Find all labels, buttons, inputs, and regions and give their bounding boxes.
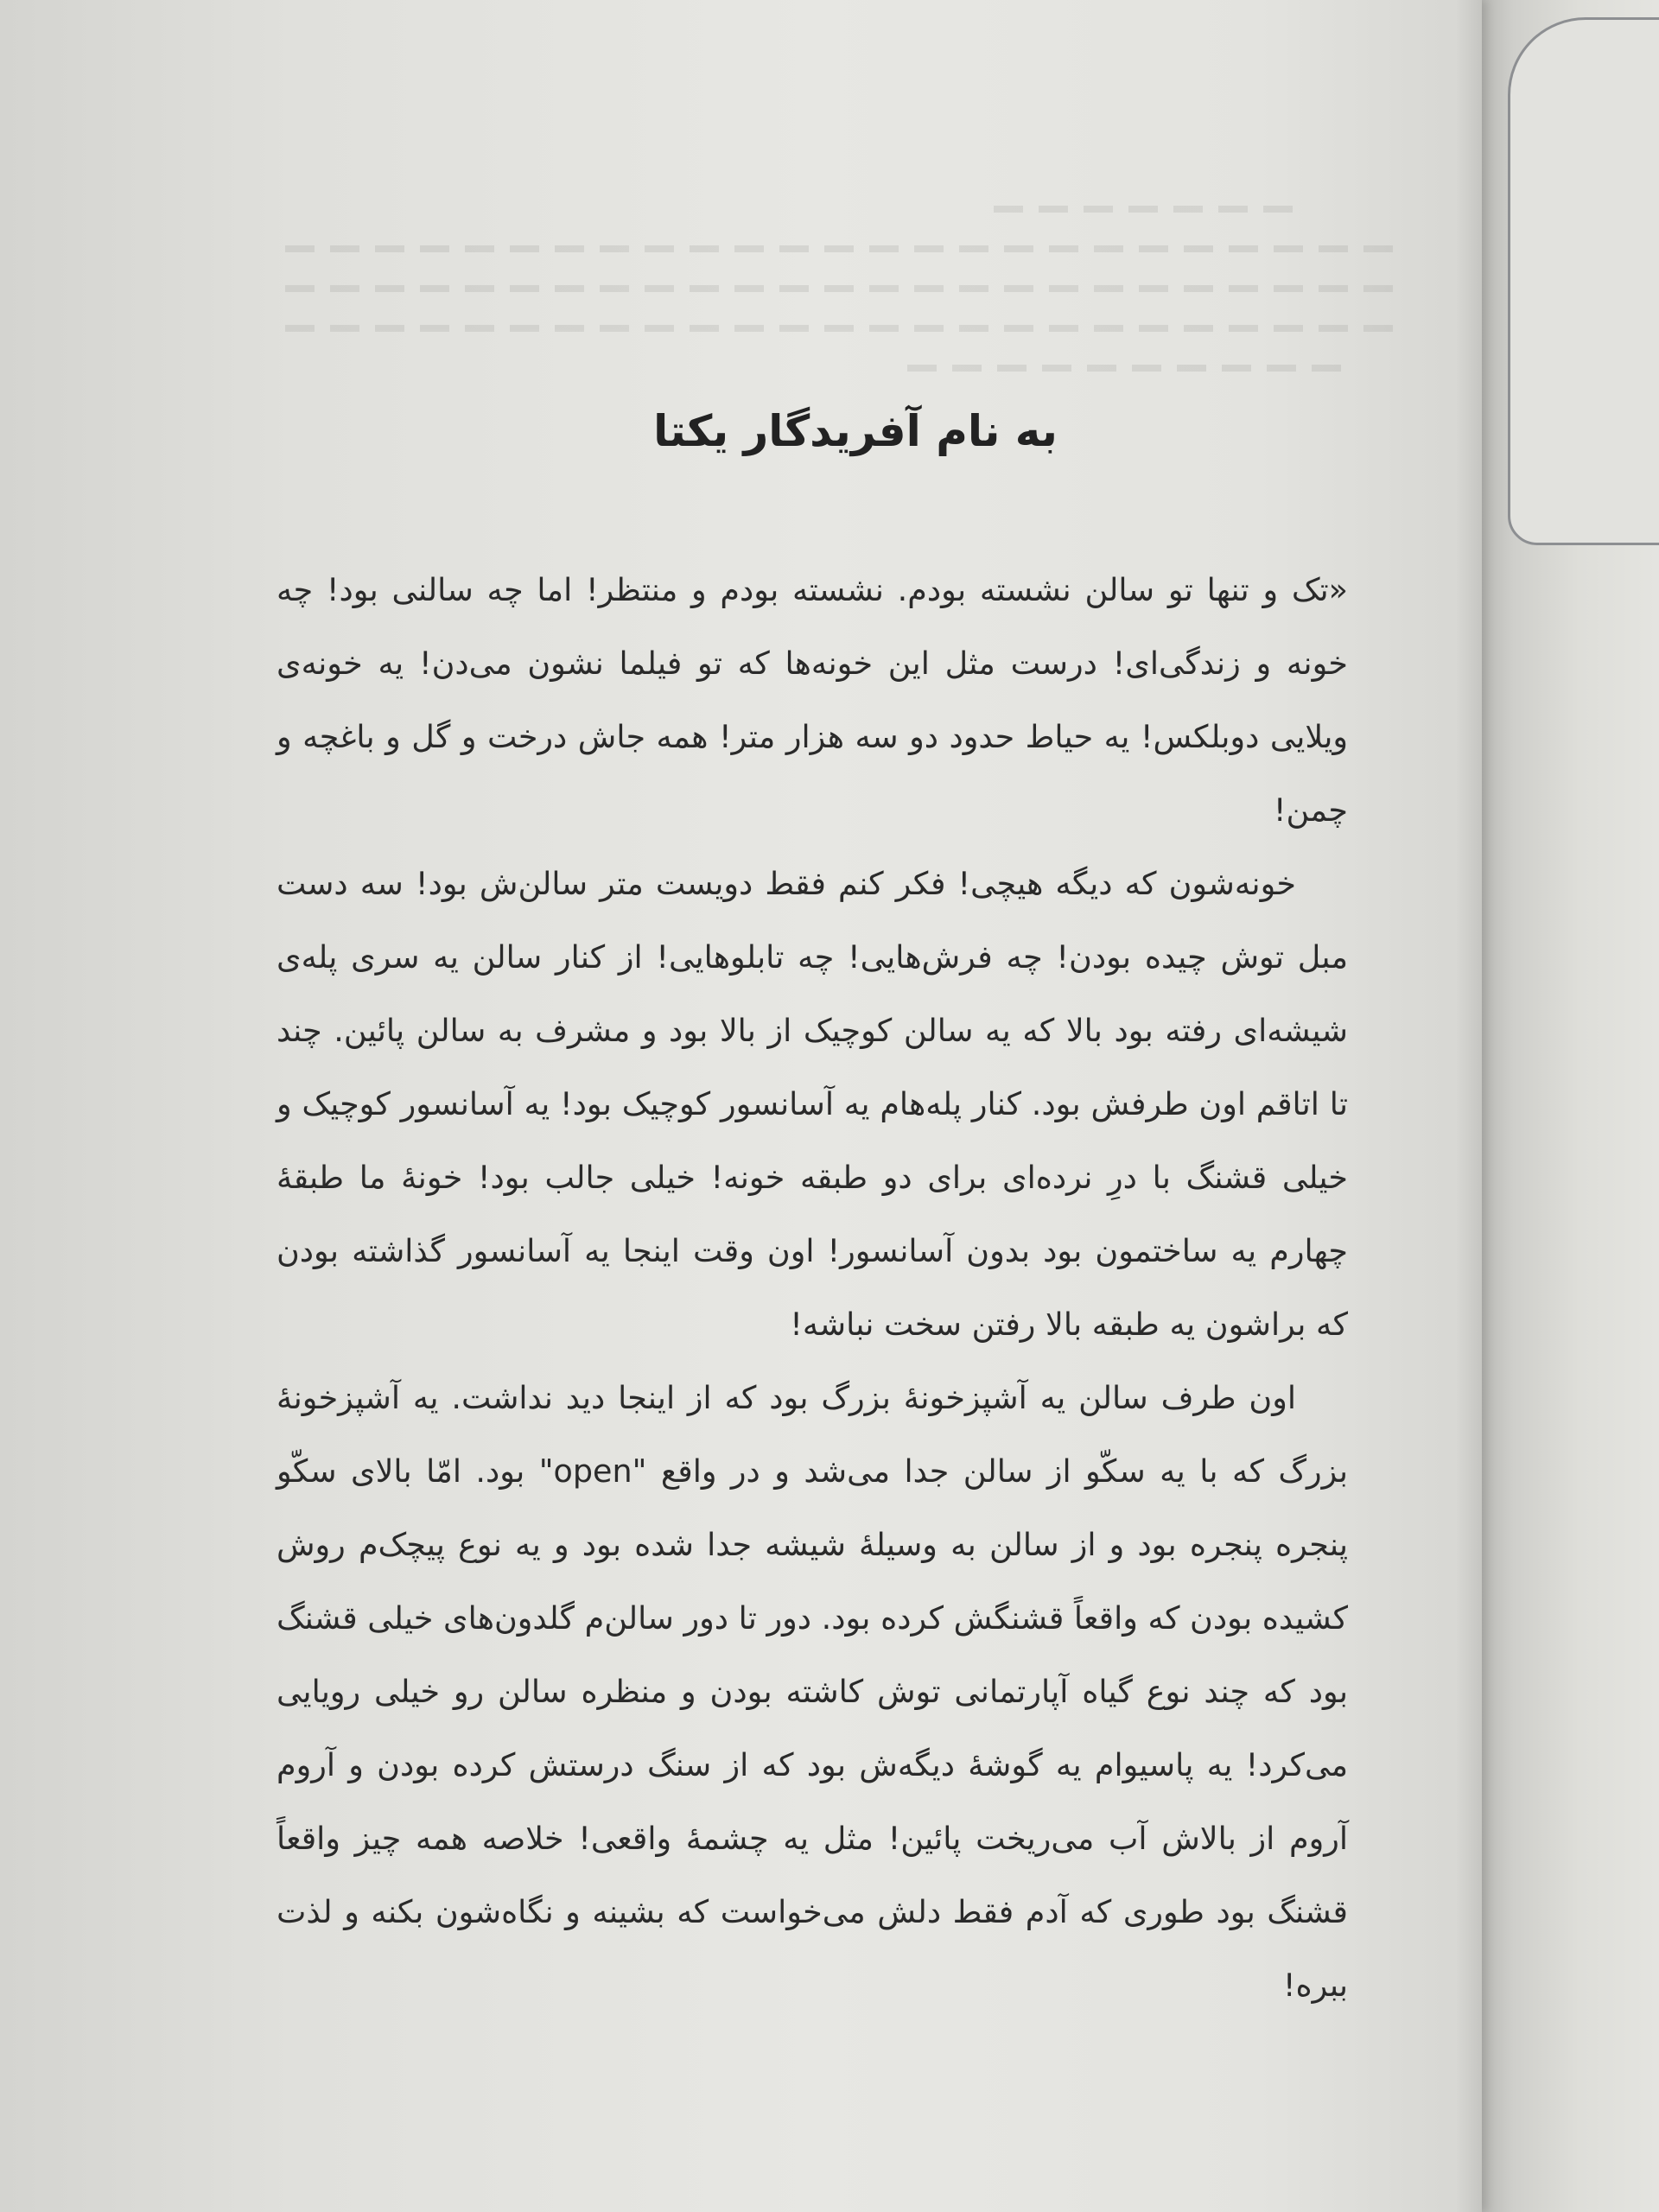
bleed-through-text	[285, 173, 1443, 536]
paragraph-3: اون طرف سالن یه آشپزخونهٔ بزرگ بود که از اینجا دید نداشت. یه آشپزخونهٔ بزرگ که با یه سکّو از سالن جدا می‌شد و در واقع "open" بود. امّا بالای سکّو پنجره پنجره بود و از سالن به وسیلهٔ شیشه جدا شده بود و یه نوع پیچک‌م روش کشیده بودن که واقعاً قشنگش کرده بود. دور تا دور سالن‌م گلدون‌های خیلی قشنگ بود که چند نوع گیاه آپارتمانی توش کاشته بودن و منظره سالن رو خیلی رویایی می‌کرد! یه پاسیوام یه گوشهٔ دیگه‌ش بود که از سنگ درستش کرده بودن و آروم آروم از بالاش آب می‌ریخت پائین! مثل یه چشمهٔ واقعی! خلاصه همه چیز واقعاً قشنگ بود طوری که آدم فقط دلش می‌خواست که بشینه و نگاه‌شون بکنه و لذت ببره!	[276, 1379, 1348, 2004]
paragraph-1: «تک و تنها تو سالن نشسته بودم. نشسته بودم و منتظر! اما چه سالنی بود! چه خونه و زندگی‌ای! درست مثل این خونه‌ها که تو فیلما نشون می‌دن! یه خونه‌ی ویلایی دوبلکس! یه حیاط حدود دو سه هزار متر! همه جاش درخت و گل و باغچه و چمن!	[276, 571, 1348, 829]
bookmark-card	[1508, 17, 1659, 545]
body-text	[276, 553, 1348, 2022]
page-title: به نام آفریدگار یکتا	[653, 406, 1058, 456]
page-crease	[1456, 0, 1482, 2212]
paragraph-2: خونه‌شون که دیگه هیچی! فکر کنم فقط دویست متر سالن‌ش بود! سه دست مبل توش چیده بودن! چه فرش‌هایی! چه تابلوهایی! از کنار سالن یه سری پله‌ی شیشه‌ای رفته بود بالا که یه سالن کوچیک از بالا بود و مشرف به سالن پائین. چند تا اتاقم اون طرفش بود. کنار پله‌هام یه آسانسور کوچیک بود! یه آسانسور کوچیک و خیلی قشنگ با درِ نرده‌ای برای دو طبقه خونه! خیلی جالب بود! خونهٔ ما طبقهٔ چهارم یه ساختمون بود بدون آسانسور! اون وقت اینجا یه آسانسور گذاشته بودن که براشون یه طبقه بالا رفتن سخت نباشه!	[276, 865, 1348, 1343]
